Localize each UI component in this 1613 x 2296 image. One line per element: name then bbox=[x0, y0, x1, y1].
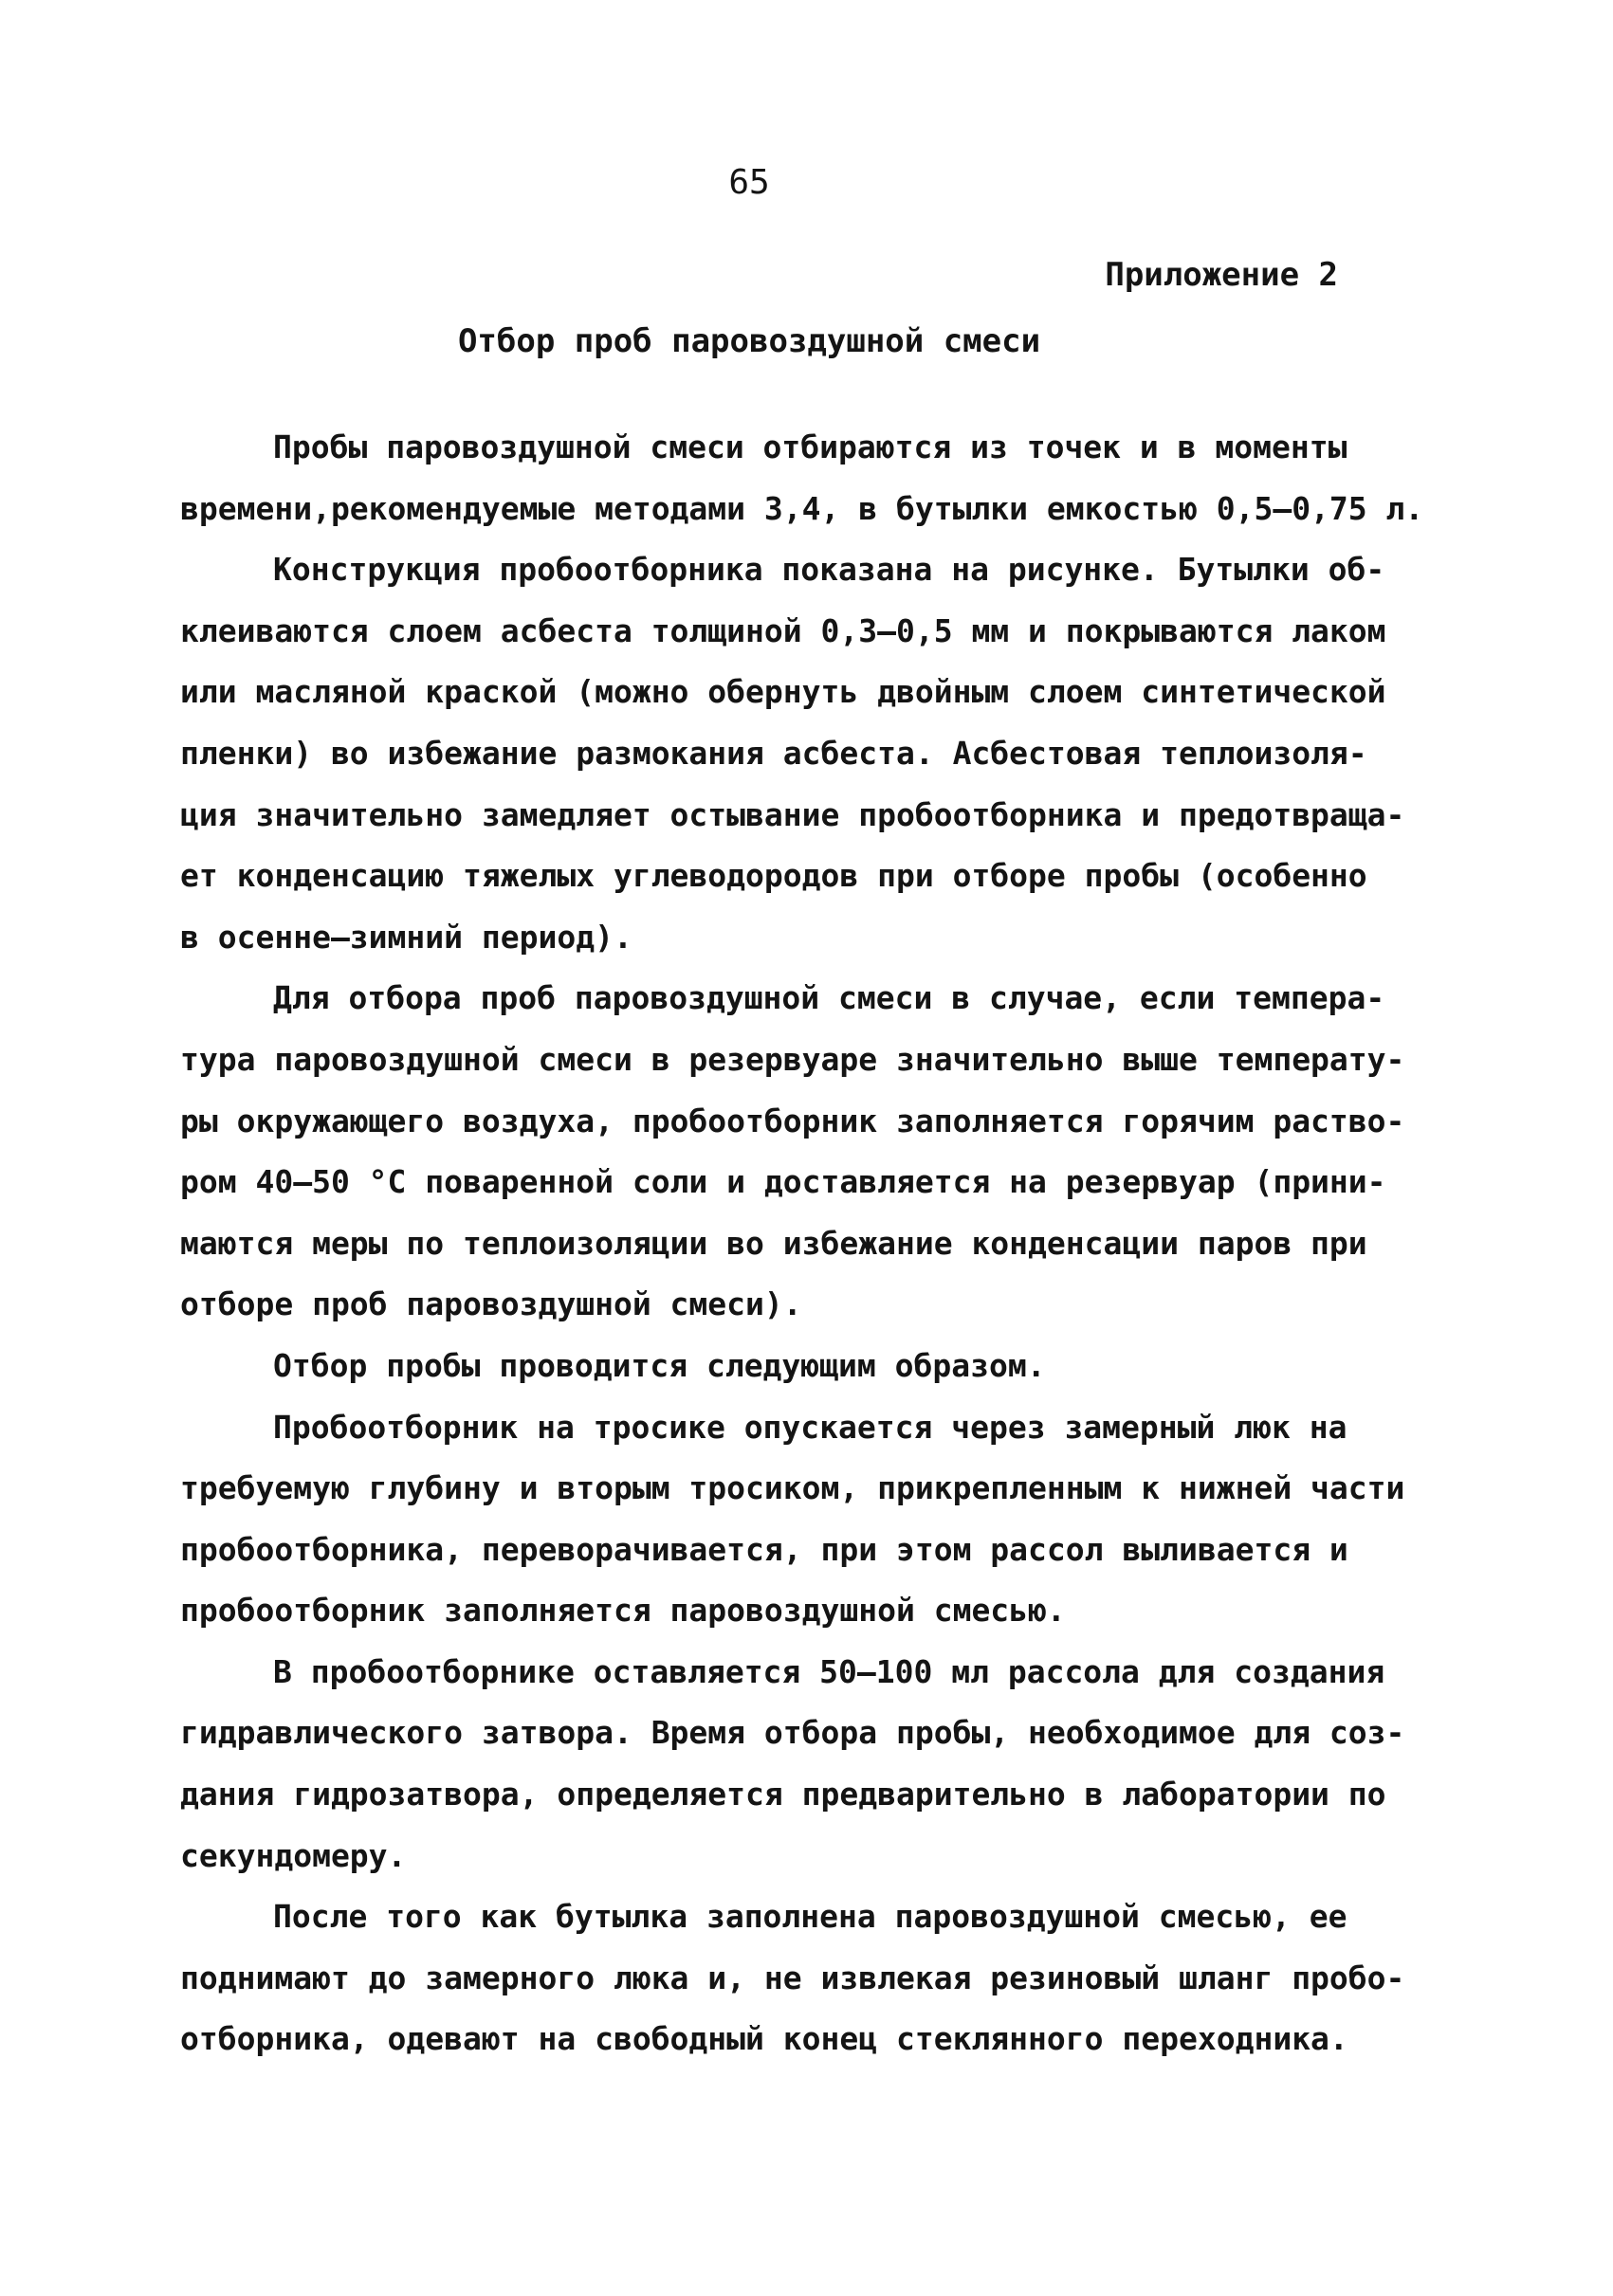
paragraph bbox=[180, 1886, 1441, 2070]
text-line: дания гидрозатвора, определяется предварительно в лаборатории по bbox=[180, 1776, 1386, 1813]
text-line: или масляной краской (можно обернуть двойным слоем синтетической bbox=[180, 673, 1386, 711]
text-line: ет конденсацию тяжелых углеводородов при отборе пробы (особенно bbox=[180, 857, 1367, 895]
text-line: Пробы паровоздушной смеси отбираются из точек и в моменты bbox=[273, 428, 1347, 465]
paragraph bbox=[180, 539, 1441, 968]
text-line: отборника, одевают на свободный конец стеклянного переходника. bbox=[180, 2020, 1348, 2058]
text-line: Конструкция пробоотборника показана на рисунке. Бутылки об- bbox=[273, 551, 1385, 589]
text-line: поднимают до замерного люка и, не извлекая резиновый шланг пробо- bbox=[180, 1959, 1405, 1996]
text-line: пленки) во избежание размокания асбеста. Асбестовая теплоизоля- bbox=[180, 734, 1367, 772]
text-line: требуемую глубину и вторым тросиком, прикрепленным к нижней части bbox=[180, 1469, 1405, 1507]
text-line: пробоотборника, переворачивается, при этом рассол выливается и bbox=[180, 1530, 1348, 1568]
body-text bbox=[180, 417, 1441, 2070]
text-line: пробоотборник заполняется паровоздушной смесью. bbox=[180, 1592, 1066, 1630]
paragraph bbox=[180, 1642, 1441, 1886]
text-line: Для отбора проб паровоздушной смеси в случае, если темпера- bbox=[273, 979, 1385, 1017]
appendix-label: Приложение 2 bbox=[1105, 256, 1338, 294]
text-line: времени,рекомендуемые методами 3,4, в бутылки емкостью 0,5–0,75 л. bbox=[180, 489, 1424, 527]
text-line: Пробоотборник на тросике опускается через замерный люк на bbox=[273, 1408, 1347, 1446]
text-line: маются меры по теплоизоляции во избежание конденсации паров при bbox=[180, 1224, 1367, 1262]
text-line: секундомеру. bbox=[180, 1836, 407, 1874]
paragraph bbox=[180, 417, 1441, 539]
text-line: ром 40–50 °С поваренной соли и доставляется на резервуар (прини- bbox=[180, 1163, 1386, 1201]
paragraph bbox=[180, 968, 1441, 1336]
text-line: отборе проб паровоздушной смеси). bbox=[180, 1285, 802, 1323]
text-line: гидравлического затвора. Время отбора пробы, необходимое для соз- bbox=[180, 1714, 1405, 1752]
text-line: После того как бутылка заполнена паровоздушной смесью, ее bbox=[273, 1898, 1347, 1936]
paragraph bbox=[180, 1336, 1441, 1397]
paragraph bbox=[180, 1397, 1441, 1642]
text-line: Отбор пробы проводится следующим образом. bbox=[273, 1346, 1046, 1384]
text-line: клеиваются слоем асбеста толщиной 0,3–0,5 мм и покрываются лаком bbox=[180, 611, 1386, 649]
page-number: 65 bbox=[728, 163, 770, 202]
text-line: ры окружающего воздуха, пробоотборник заполняется горячим раство- bbox=[180, 1102, 1405, 1139]
text-line: тура паровоздушной смеси в резервуаре значительно выше температу- bbox=[180, 1040, 1405, 1078]
text-line: ция значительно замедляет остывание пробоотборника и предотвраща- bbox=[180, 795, 1405, 833]
text-line: в осенне–зимний период). bbox=[180, 918, 632, 956]
section-title: Отбор проб паровоздушной смеси bbox=[457, 322, 1041, 360]
text-line: В пробоотборнике оставляется 50–100 мл рассола для создания bbox=[273, 1652, 1385, 1690]
